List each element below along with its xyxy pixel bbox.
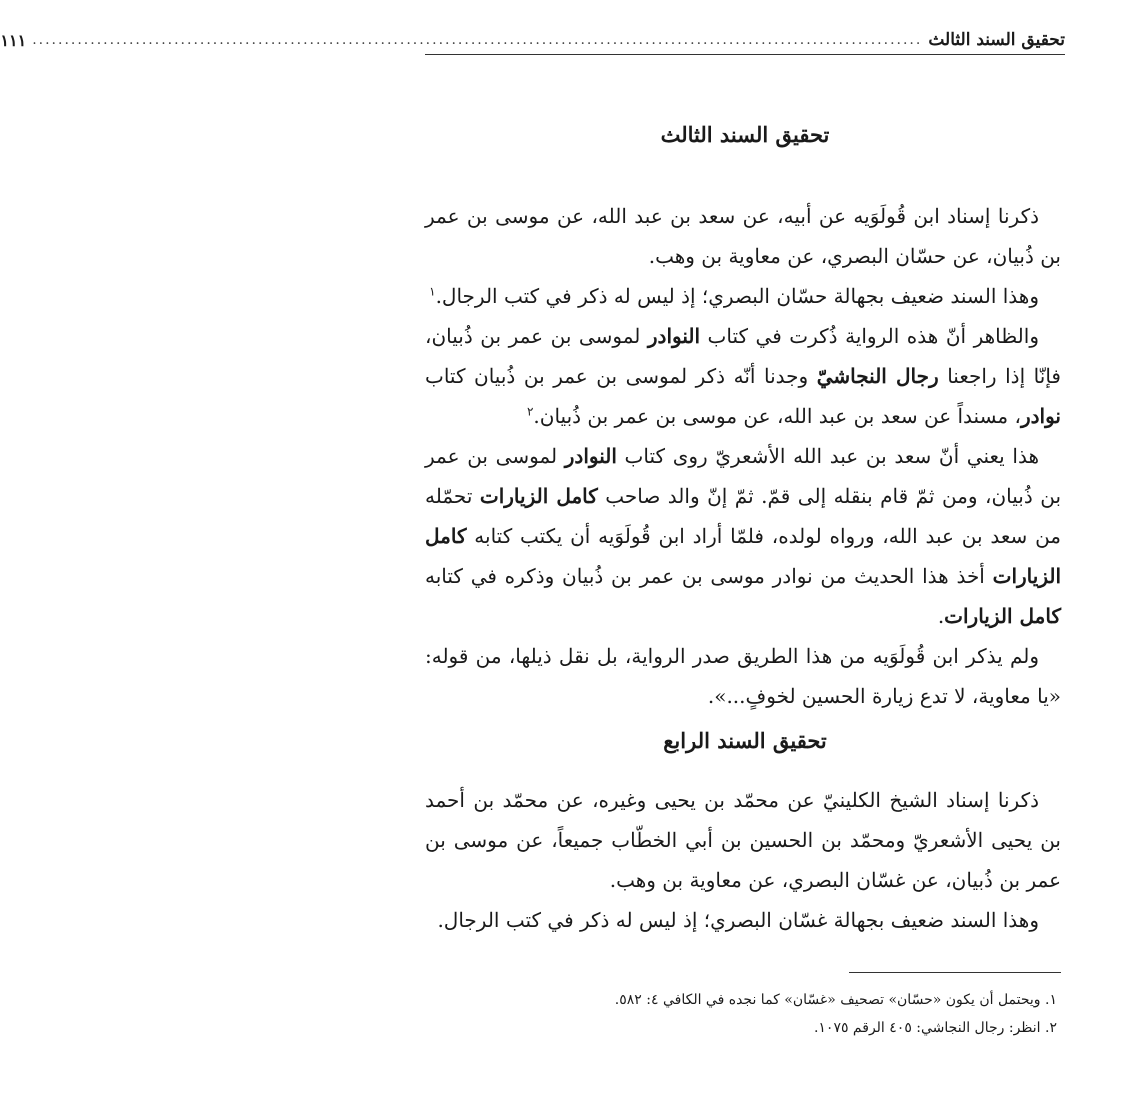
book-title-bold: النوادر xyxy=(564,444,617,468)
page-number: ١١١ xyxy=(0,30,27,50)
footnote-2: ٢. انظر: رجال النجاشي: ٤٠٥ الرقم ١٠٧٥. xyxy=(813,1020,1057,1036)
paragraph: وهذا السند ضعيف بجهالة غسّان البصري؛ إذ ليس له ذكر في كتب الرجال. xyxy=(437,908,1039,932)
paragraph xyxy=(425,316,1061,436)
paragraph-text: وهذا السند ضعيف بجهالة حسّان البصري؛ إذ ليس له ذكر في كتب الرجال. xyxy=(435,284,1039,308)
paragraph xyxy=(425,276,1061,316)
text-run: وجدنا أنّه ذكر لموسى بن عمر بن ذُبيان كتاب xyxy=(425,364,817,388)
book-title-bold: رجال النجاشيّ xyxy=(816,364,939,388)
text-run: أخذ هذا الحديث من نوادر موسى بن عمر بن ذُبيان وذكره في كتابه xyxy=(425,564,993,588)
footnote-divider xyxy=(849,972,1061,973)
section-fourth-chain-body xyxy=(425,780,1061,940)
text-run: ، مسنداً عن سعد بن عبد الله، عن موسى بن عمر بن ذُبيان. xyxy=(533,404,1021,428)
section-heading-fourth-chain: تحقيق السند الرابع xyxy=(663,728,827,753)
book-title-bold: النوادر xyxy=(647,324,701,348)
footnote-1: ١. ويحتمل أن يكون «حسّان» تصحيف «غسّان» كما نجده في الكافي ٤: ٥٨٢. xyxy=(614,992,1057,1008)
paragraph xyxy=(425,436,1061,636)
book-title-bold: كامل الزيارات xyxy=(479,484,598,508)
running-header xyxy=(0,26,1065,55)
text-run: . xyxy=(937,604,945,628)
text-run: لموسى بن عمر بن ذُبيان، فإنّا إذا راجعنا xyxy=(425,324,1061,388)
text-run: تحمّله من سعد بن عبد الله، ورواه لولده، فلمّا أراد ابن قُولَوَيه أن يكتب كتابه xyxy=(425,484,1062,548)
text-run: هذا يعني أنّ سعد بن عبد الله الأشعريّ روى كتاب xyxy=(616,444,1039,468)
text-run: والظاهر أنّ هذه الرواية ذُكرت في كتاب xyxy=(700,324,1039,348)
paragraph: ذكرنا إسناد الشيخ الكلينيّ عن محمّد بن يحيى وغيره، عن محمّد بن أحمد بن يحيى الأشعريّ ومحمّد بن الحسين بن أبي الخطّاب جميعاً، عن موسى بن عمر بن ذُبيان، عن غسّان البصري، عن معاوية بن وهب. xyxy=(425,788,1061,892)
footnote-marker[interactable]: ٢ xyxy=(526,404,534,419)
footnote-marker[interactable]: ١ xyxy=(429,284,436,299)
paragraph: ذكرنا إسناد ابن قُولَوَيه عن أبيه، عن سعد بن عبد الله، عن موسى بن عمر بن ذُبيان، عن حسّان البصري، عن معاوية بن وهب. xyxy=(425,204,1061,268)
text-run: لموسى بن عمر بن ذُبيان، ومن ثمّ قام بنقله إلى قمّ. ثمّ إنّ والد صاحب xyxy=(425,444,1062,508)
section-heading-third-chain: تحقيق السند الثالث xyxy=(660,122,830,147)
book-title-bold: كامل الزيارات xyxy=(425,524,1061,588)
section-third-chain-body xyxy=(425,196,1061,716)
running-header-title: تحقيق السند الثالث xyxy=(928,30,1065,50)
book-title-bold: كامل الزيارات xyxy=(944,604,1061,628)
paragraph: ولم يذكر ابن قُولَوَيه من هذا الطريق صدر الرواية، بل نقل ذيلها، من قوله: «يا معاوية، لا تدع زيارة الحسين لخوفٍ...». xyxy=(425,644,1061,708)
footnotes xyxy=(425,986,1057,1042)
running-header-leader-dots: .......................................................................................................................................... xyxy=(32,32,923,48)
book-title-bold: نوادر xyxy=(1020,404,1061,428)
